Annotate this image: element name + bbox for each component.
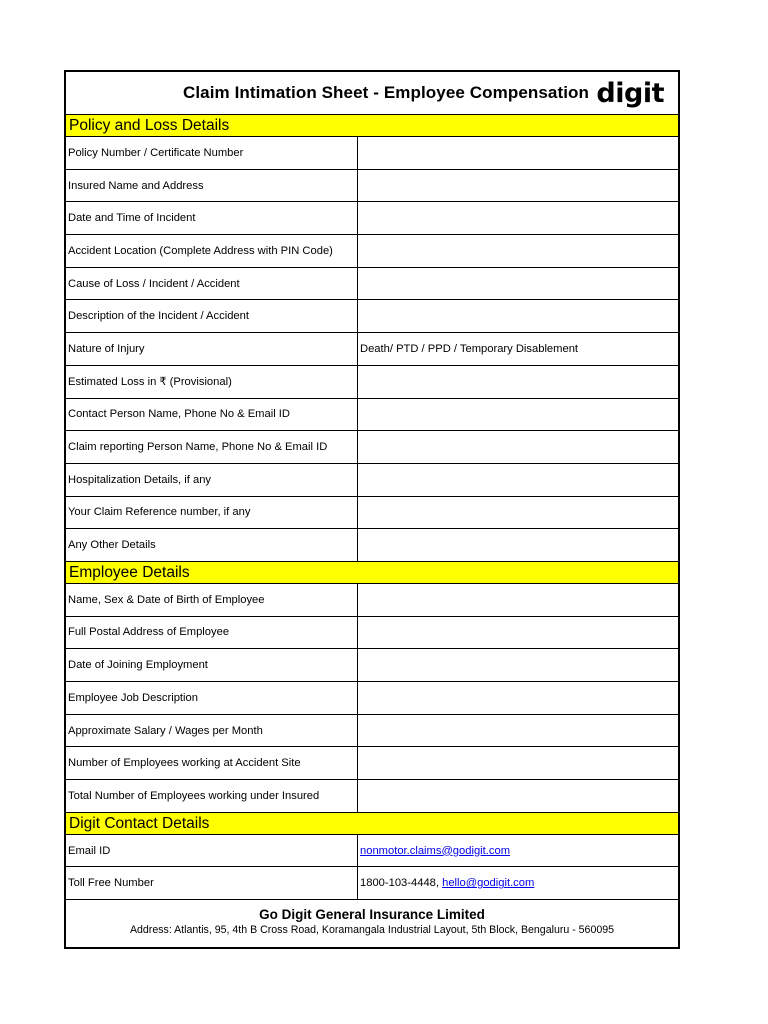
form-row [66, 170, 678, 203]
claim-sheet [64, 70, 680, 949]
section-policy-header: Policy and Loss Details [66, 115, 678, 137]
form-row [66, 366, 678, 399]
form-row [66, 780, 678, 813]
claims-email-link[interactable]: nonmotor.claims@godigit.com [360, 844, 511, 857]
row-value-field[interactable] [358, 202, 678, 234]
row-label: Your Claim Reference number, if any [66, 497, 358, 529]
form-row [66, 682, 678, 715]
company-name: Go Digit General Insurance Limited [259, 907, 485, 923]
form-row [66, 497, 678, 530]
row-label: Approximate Salary / Wages per Month [66, 715, 358, 747]
form-row [66, 399, 678, 432]
row-value-field[interactable] [358, 366, 678, 398]
employee-rows [66, 584, 678, 813]
row-value-field[interactable] [358, 137, 678, 169]
row-label: Total Number of Employees working under Insured [66, 780, 358, 812]
row-value-field[interactable] [358, 268, 678, 300]
row-value-field[interactable] [358, 715, 678, 747]
row-label: Toll Free Number [66, 867, 358, 899]
form-row [66, 268, 678, 301]
row-label: Number of Employees working at Accident Site [66, 747, 358, 779]
form-row [66, 747, 678, 780]
form-row [66, 137, 678, 170]
row-label: Date of Joining Employment [66, 649, 358, 681]
row-label: Employee Job Description [66, 682, 358, 714]
row-value-field[interactable] [358, 235, 678, 267]
row-value-field[interactable] [358, 431, 678, 463]
section-employee-header: Employee Details [66, 562, 678, 584]
row-value [358, 835, 678, 867]
hello-email-link[interactable]: hello@godigit.com [442, 877, 535, 890]
form-row [66, 202, 678, 235]
row-label: Full Postal Address of Employee [66, 617, 358, 649]
row-value-field[interactable]: Death/ PTD / PPD / Temporary Disablement [360, 342, 579, 355]
row-value-field[interactable] [358, 497, 678, 529]
row-value-field[interactable] [358, 780, 678, 812]
form-row [66, 300, 678, 333]
form-row [66, 715, 678, 748]
row-value-field[interactable] [358, 747, 678, 779]
footer [66, 900, 678, 947]
row-label: Accident Location (Complete Address with PIN Code) [66, 235, 358, 267]
form-row [66, 431, 678, 464]
row-label: Claim reporting Person Name, Phone No & Email ID [66, 431, 358, 463]
row-value-field[interactable] [358, 399, 678, 431]
row-label: Nature of Injury [66, 333, 358, 365]
policy-rows [66, 137, 678, 562]
row-label: Email ID [66, 835, 358, 867]
row-value-field[interactable] [358, 529, 678, 561]
row-value-field[interactable] [358, 682, 678, 714]
row-label: Name, Sex & Date of Birth of Employee [66, 584, 358, 616]
row-value-field[interactable] [358, 464, 678, 496]
form-row [66, 649, 678, 682]
row-value-field[interactable] [358, 649, 678, 681]
row-value-field[interactable] [358, 300, 678, 332]
row-value [358, 867, 678, 899]
form-row [66, 584, 678, 617]
row-label: Any Other Details [66, 529, 358, 561]
row-value-field[interactable] [358, 617, 678, 649]
form-row [66, 464, 678, 497]
row-label: Hospitalization Details, if any [66, 464, 358, 496]
contact-row-email [66, 835, 678, 868]
row-value-field[interactable] [358, 584, 678, 616]
form-row [66, 333, 678, 366]
digit-logo: digit [596, 78, 664, 109]
form-row [66, 617, 678, 650]
row-value-field[interactable] [358, 170, 678, 202]
row-label: Cause of Loss / Incident / Accident [66, 268, 358, 300]
title-row [66, 72, 678, 115]
section-contact-header: Digit Contact Details [66, 813, 678, 835]
tollfree-number: 1800-103-4448, [360, 877, 443, 890]
form-row [66, 529, 678, 562]
row-label: Estimated Loss in ₹ (Provisional) [66, 366, 358, 398]
row-label: Description of the Incident / Accident [66, 300, 358, 332]
row-label: Contact Person Name, Phone No & Email ID [66, 399, 358, 431]
row-label: Policy Number / Certificate Number [66, 137, 358, 169]
contact-row-tollfree [66, 867, 678, 900]
form-row [66, 235, 678, 268]
row-label: Insured Name and Address [66, 170, 358, 202]
page-title: Claim Intimation Sheet - Employee Compensation [182, 83, 590, 102]
company-address: Address: Atlantis, 95, 4th B Cross Road, Koramangala Industrial Layout, 5th Block, Bengaluru - 560095 [129, 924, 615, 937]
row-label: Date and Time of Incident [66, 202, 358, 234]
